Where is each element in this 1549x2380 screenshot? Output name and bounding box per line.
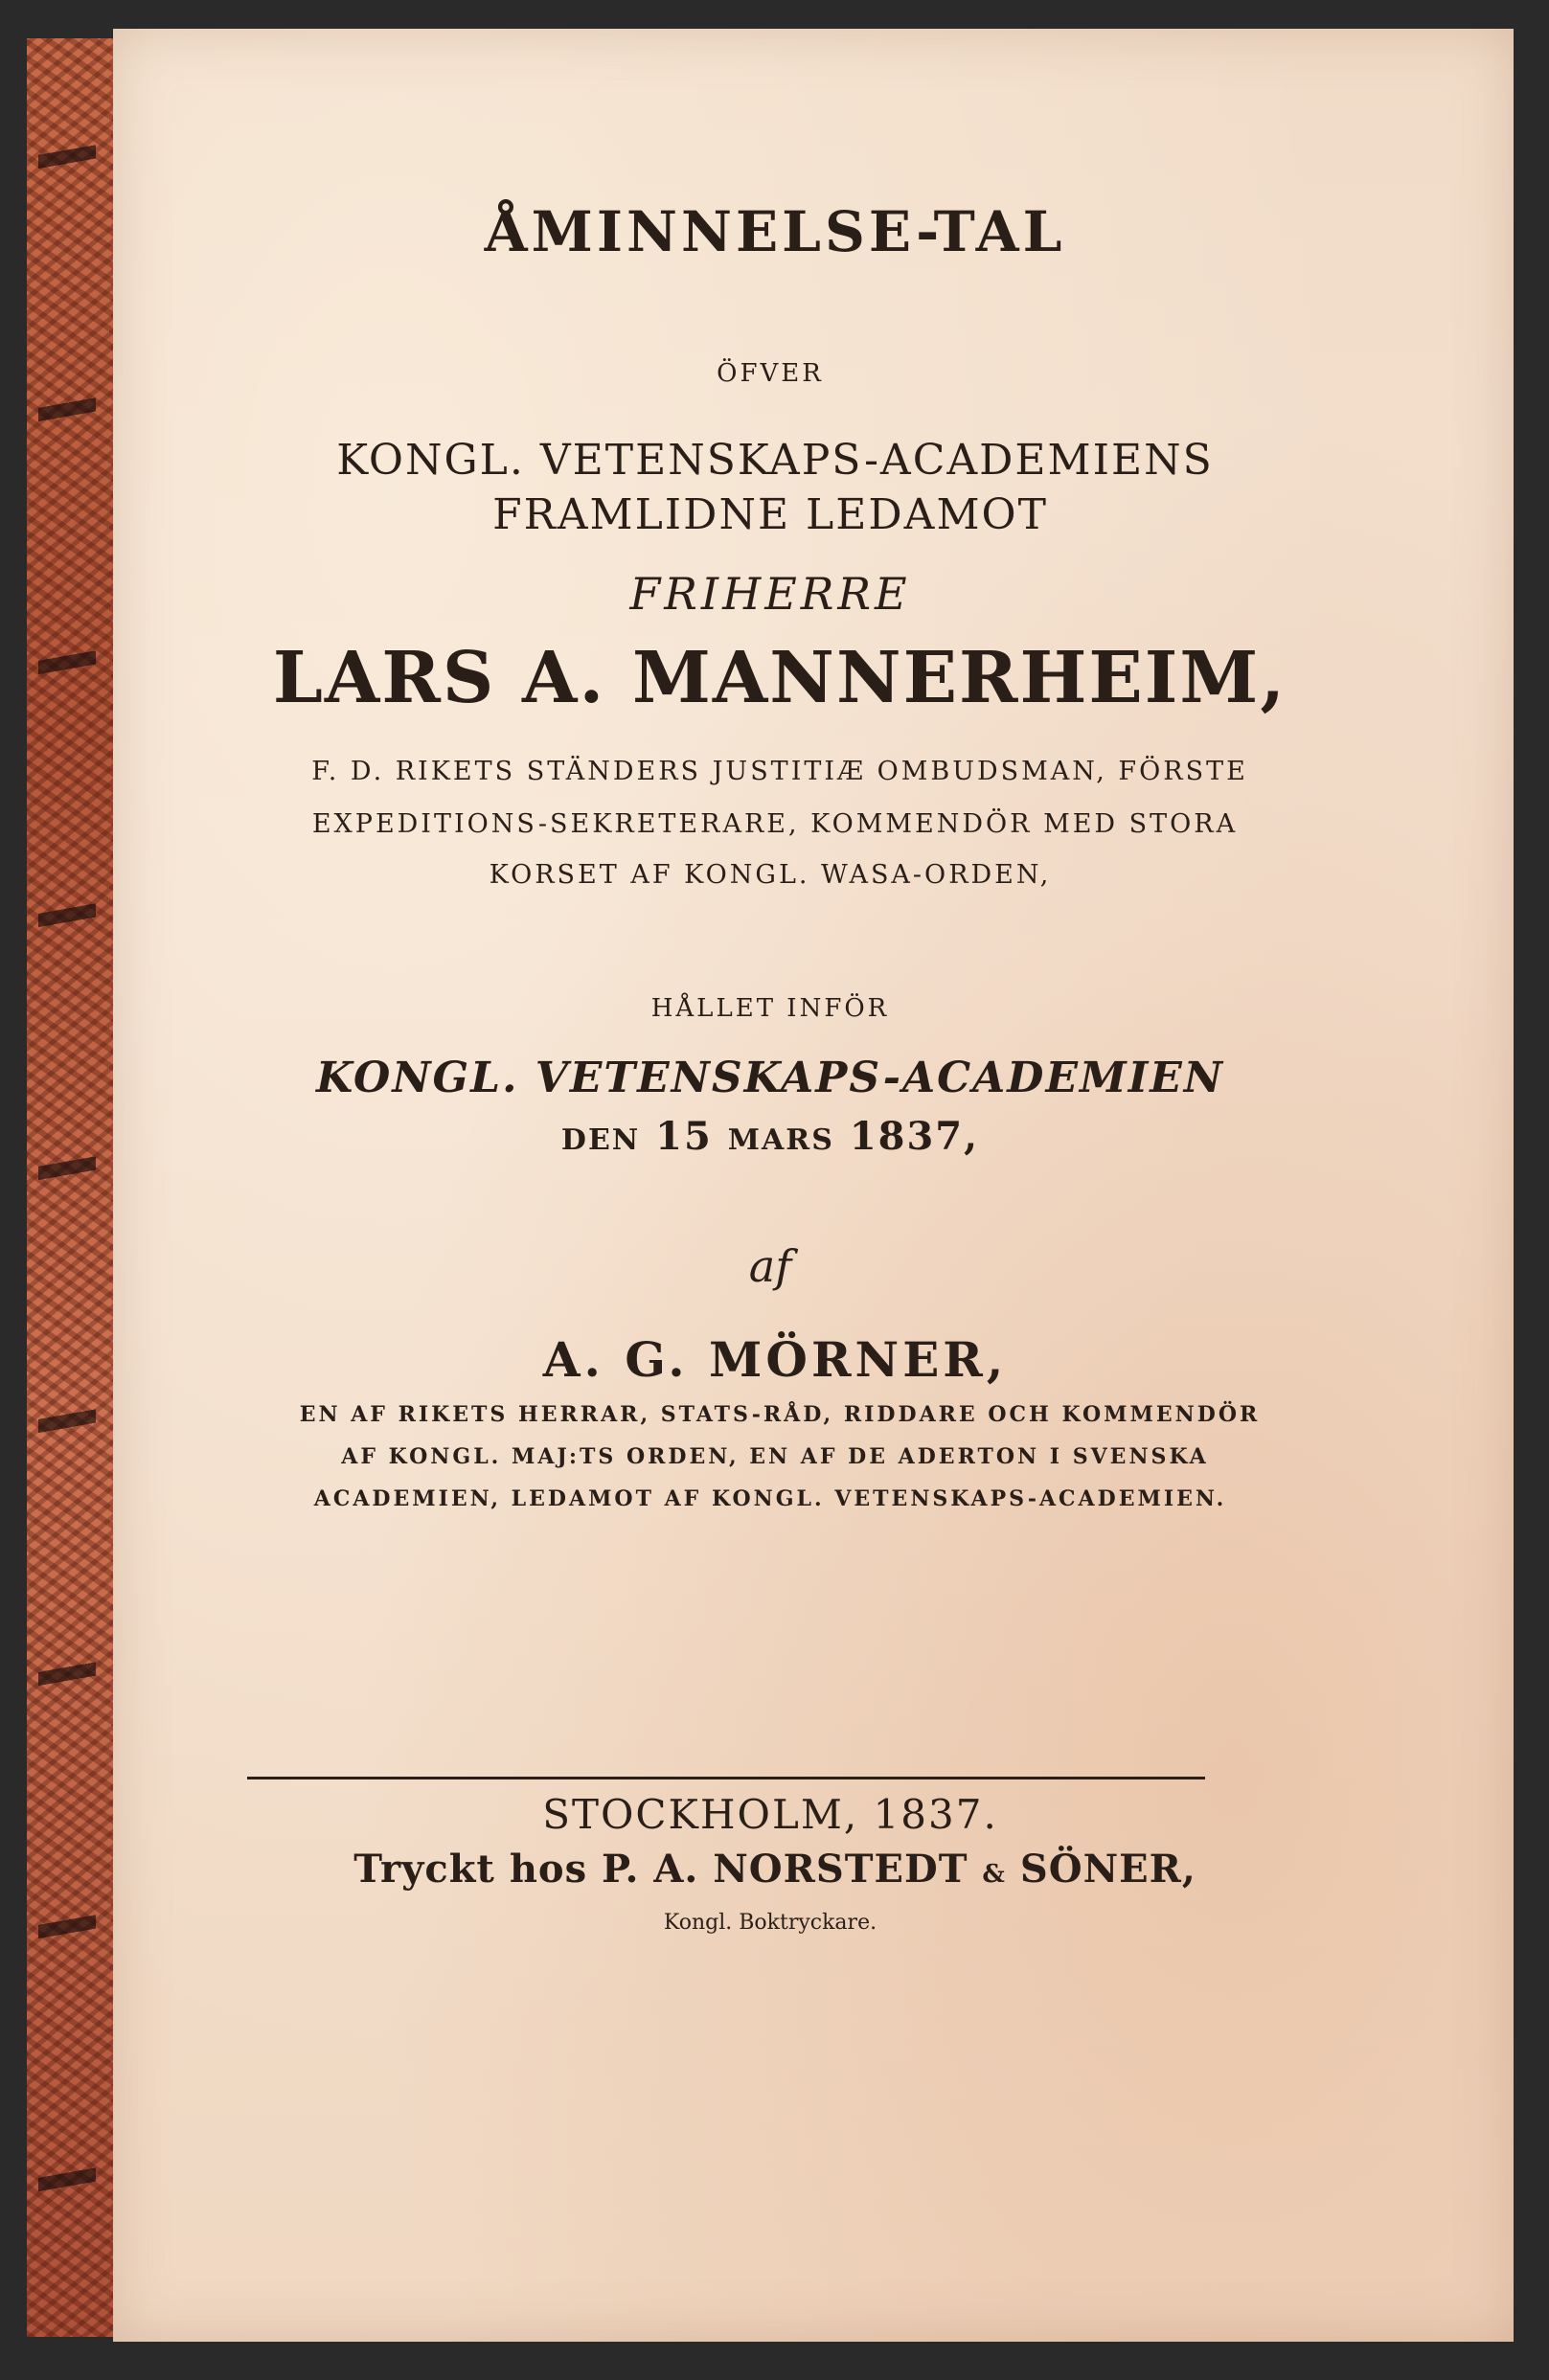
printer-line: [75, 1847, 1475, 1892]
academy-line-2: FRAMLIDNE LEDAMOT: [492, 490, 1048, 539]
author-title-line-3: ACADEMIEN, LEDAMOT AF KONGL. VETENSKAPS-ACADEMIEN.: [313, 1486, 1227, 1511]
printer-prefix: Tryckt hos P. A. NORSTEDT: [353, 1847, 968, 1892]
author-name: A. G. MÖRNER,: [542, 1331, 1008, 1388]
academy-line-1: KONGL. VETENSKAPS-ACADEMIENS: [336, 436, 1214, 485]
heading: ÅMINNELSE-TAL: [484, 199, 1066, 264]
date-den: DEN: [560, 1123, 641, 1157]
subject-name: LARS A. MANNERHEIM,: [272, 637, 1287, 719]
date-year: 1837,: [849, 1114, 980, 1159]
boktryckare-line: Kongl. Boktryckare.: [663, 1911, 877, 1935]
city-year: STOCKHOLM, 1837.: [542, 1791, 998, 1838]
printer-suffix: SÖNER,: [1019, 1847, 1196, 1892]
subject-title-line-2: EXPEDITIONS-SEKRETERARE, KOMMENDÖR MED STORA: [311, 809, 1239, 839]
title-page: [113, 29, 1514, 2342]
ofver-line: ÖFVER: [717, 359, 824, 388]
af-line: af: [748, 1240, 792, 1292]
horizontal-rule: [247, 1777, 1205, 1779]
subject-title-line-1: F. D. RIKETS STÄNDERS JUSTITIÆ OMBUDSMAN, FÖRSTE: [311, 757, 1248, 786]
hallet-infor-line: HÅLLET INFÖR: [650, 994, 890, 1023]
author-title-line-2: AF KONGL. MAJ:TS ORDEN, EN AF DE ADERTON I SVENSKA: [341, 1444, 1209, 1469]
date-day: 15: [655, 1114, 713, 1159]
printer-ampersand: &: [982, 1860, 1006, 1889]
academy-italic-line: KONGL. VETENSKAPS-ACADEMIEN: [315, 1054, 1225, 1102]
author-title-line-1: EN AF RIKETS HERRAR, STATS-RÅD, RIDDARE OCH KOMMENDÖR: [299, 1402, 1261, 1427]
date-month: MARS: [727, 1123, 834, 1157]
friherre-line: FRIHERRE: [629, 568, 911, 620]
subject-title-line-3: KORSET AF KONGL. WASA-ORDEN,: [489, 860, 1052, 890]
date-line: [70, 1114, 1470, 1159]
